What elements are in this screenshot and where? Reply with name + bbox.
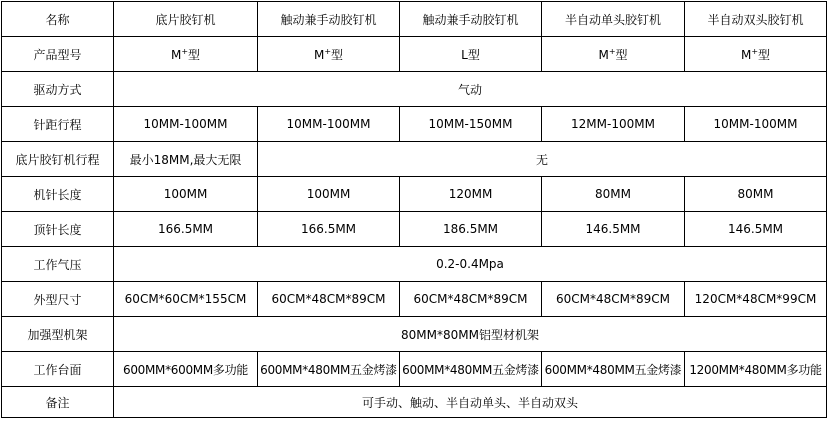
frame-label: 加强型机架 bbox=[2, 317, 114, 352]
table-top-cell-1: 600MM*600MM多功能 bbox=[114, 352, 258, 387]
top-needle-label: 顶针长度 bbox=[2, 212, 114, 247]
model-cell-5 bbox=[685, 37, 827, 72]
model-suffix: 型 bbox=[188, 47, 201, 62]
model-suffix: 型 bbox=[331, 47, 344, 62]
table-top-row bbox=[2, 352, 827, 387]
needle-travel-cell-3: 10MM-150MM bbox=[400, 107, 542, 142]
model-cell-3 bbox=[400, 37, 542, 72]
base-travel-row bbox=[2, 142, 827, 177]
header-name-cell: 名称 bbox=[2, 2, 114, 37]
needle-travel-cell-2: 10MM-100MM bbox=[258, 107, 400, 142]
table-top-cell-5: 1200MM*480MM多功能 bbox=[685, 352, 827, 387]
model-base: M bbox=[598, 47, 609, 62]
table-top-cell-2: 600MM*480MM五金烤漆 bbox=[258, 352, 400, 387]
size-label: 外型尺寸 bbox=[2, 282, 114, 317]
model-sup: + bbox=[324, 46, 332, 56]
header-col-3: 触动兼手动胶钉机 bbox=[400, 2, 542, 37]
model-base: M bbox=[170, 47, 182, 62]
frame-row bbox=[2, 317, 827, 352]
table-top-cell-3: 600MM*480MM五金烤漆 bbox=[400, 352, 542, 387]
needle-travel-label: 针距行程 bbox=[2, 107, 114, 142]
header-row bbox=[2, 2, 827, 37]
needle-travel-cell-1: 10MM-100MM bbox=[114, 107, 258, 142]
table-top-cell-4: 600MM*480MM五金烤漆 bbox=[542, 352, 685, 387]
model-sup: + bbox=[181, 46, 189, 56]
model-label: 产品型号 bbox=[2, 37, 114, 72]
top-needle-cell-3: 186.5MM bbox=[400, 212, 542, 247]
model-row bbox=[2, 37, 827, 72]
needle-travel-row bbox=[2, 107, 827, 142]
header-col-4: 半自动单头胶钉机 bbox=[542, 2, 685, 37]
model-cell-4 bbox=[542, 37, 685, 72]
size-cell-2: 60CM*48CM*89CM bbox=[258, 282, 400, 317]
remark-value: 可手动、触动、半自动单头、半自动双头 bbox=[114, 387, 827, 418]
top-needle-cell-2: 166.5MM bbox=[258, 212, 400, 247]
drive-value: 气动 bbox=[114, 72, 827, 107]
header-col-1: 底片胶钉机 bbox=[114, 2, 258, 37]
needle-length-label: 机针长度 bbox=[2, 177, 114, 212]
drive-row bbox=[2, 72, 827, 107]
size-cell-4: 60CM*48CM*89CM bbox=[542, 282, 685, 317]
remark-label: 备注 bbox=[2, 387, 114, 418]
model-suffix: 型 bbox=[615, 47, 628, 62]
size-cell-3: 60CM*48CM*89CM bbox=[400, 282, 542, 317]
header-col-5: 半自动双头胶钉机 bbox=[685, 2, 827, 37]
base-travel-first: 最小18MM,最大无限 bbox=[114, 142, 258, 177]
model-sup: + bbox=[608, 46, 616, 56]
pressure-value: 0.2-0.4Mpa bbox=[114, 247, 827, 282]
top-needle-cell-1: 166.5MM bbox=[114, 212, 258, 247]
model-base: L bbox=[461, 47, 468, 62]
size-cell-1: 60CM*60CM*155CM bbox=[114, 282, 258, 317]
drive-label: 驱动方式 bbox=[2, 72, 114, 107]
needle-length-cell-5: 80MM bbox=[685, 177, 827, 212]
top-needle-cell-4: 146.5MM bbox=[542, 212, 685, 247]
remark-row bbox=[2, 387, 827, 418]
pressure-row bbox=[2, 247, 827, 282]
top-needle-row bbox=[2, 212, 827, 247]
size-cell-5: 120CM*48CM*99CM bbox=[685, 282, 827, 317]
model-base: M bbox=[313, 47, 325, 62]
model-sup: + bbox=[751, 46, 759, 56]
spec-table bbox=[1, 1, 827, 418]
header-col-2: 触动兼手动胶钉机 bbox=[258, 2, 400, 37]
model-suffix: 型 bbox=[758, 47, 771, 62]
base-travel-rest: 无 bbox=[258, 142, 827, 177]
needle-length-cell-2: 100MM bbox=[258, 177, 400, 212]
needle-travel-cell-5: 10MM-100MM bbox=[685, 107, 827, 142]
base-travel-label: 底片胶钉机行程 bbox=[2, 142, 114, 177]
top-needle-cell-5: 146.5MM bbox=[685, 212, 827, 247]
model-suffix: 型 bbox=[467, 47, 480, 62]
needle-travel-cell-4: 12MM-100MM bbox=[542, 107, 685, 142]
table-top-label: 工作台面 bbox=[2, 352, 114, 387]
needle-length-cell-3: 120MM bbox=[400, 177, 542, 212]
needle-length-cell-1: 100MM bbox=[114, 177, 258, 212]
model-base: M bbox=[740, 47, 752, 62]
model-cell-2 bbox=[258, 37, 400, 72]
size-row bbox=[2, 282, 827, 317]
needle-length-cell-4: 80MM bbox=[542, 177, 685, 212]
model-cell-1 bbox=[114, 37, 258, 72]
frame-value: 80MM*80MM铝型材机架 bbox=[114, 317, 827, 352]
needle-length-row bbox=[2, 177, 827, 212]
pressure-label: 工作气压 bbox=[2, 247, 114, 282]
